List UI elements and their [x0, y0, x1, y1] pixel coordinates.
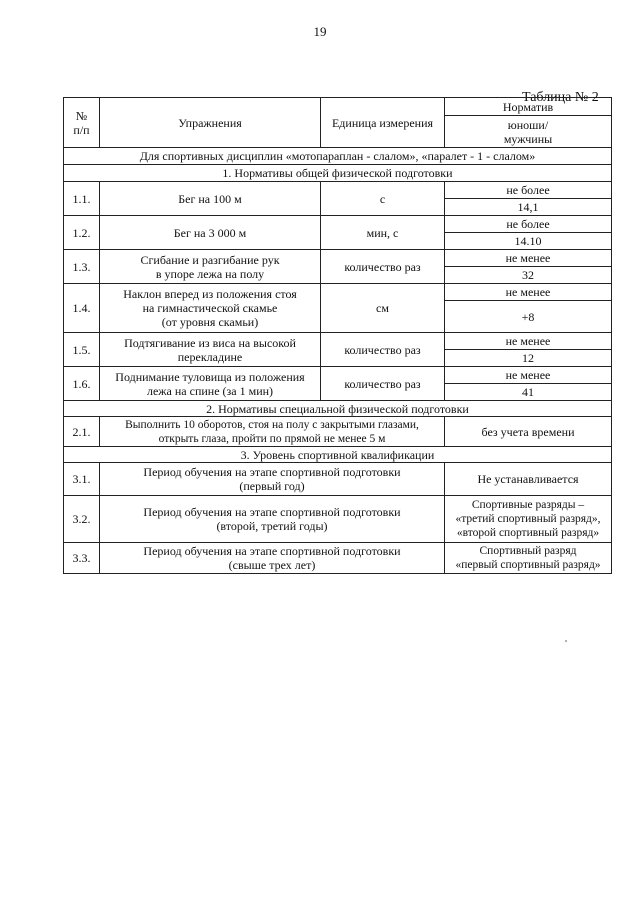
row-value: 32: [445, 267, 612, 284]
table-row: [64, 182, 612, 199]
row-num: 1.5.: [64, 333, 100, 367]
table-row: [64, 463, 612, 496]
table-row: [64, 496, 612, 543]
row-num: 1.6.: [64, 367, 100, 401]
table-row: [64, 367, 612, 384]
row-exercise: Поднимание туловища из положения лежа на спине (за 1 мин): [100, 367, 321, 401]
row-value: +8: [445, 301, 612, 333]
row-exercise: Период обучения на этапе спортивной подготовки (второй, третий годы): [100, 496, 445, 543]
section-1-title: 1. Нормативы общей физической подготовки: [64, 165, 612, 182]
header-norm-sub: юноши/ мужчины: [445, 116, 612, 148]
row-exercise: Наклон вперед из положения стоя на гимнастической скамье (от уровня скамьи): [100, 284, 321, 333]
row-unit: с: [321, 182, 445, 216]
row-value: 14.10: [445, 233, 612, 250]
section-2-title-row: [64, 401, 612, 417]
row-exercise: Период обучения на этапе спортивной подготовки (свыше трех лет): [100, 543, 445, 574]
row-value: 12: [445, 350, 612, 367]
table-row: [64, 250, 612, 267]
row-unit: см: [321, 284, 445, 333]
row-num: 1.2.: [64, 216, 100, 250]
header-exercise: Упражнения: [100, 98, 321, 148]
table-row: [64, 216, 612, 233]
row-exercise: Подтягивание из виса на высокой перекладине: [100, 333, 321, 367]
row-num: 1.3.: [64, 250, 100, 284]
table-row: [64, 543, 612, 574]
row-condition: не менее: [445, 250, 612, 267]
row-exercise: Период обучения на этапе спортивной подготовки (первый год): [100, 463, 445, 496]
row-condition: не менее: [445, 284, 612, 301]
row-num: 2.1.: [64, 417, 100, 447]
row-value: 14,1: [445, 199, 612, 216]
row-exercise: Сгибание и разгибание рук в упоре лежа на полу: [100, 250, 321, 284]
row-condition: не более: [445, 182, 612, 199]
row-num: 3.3.: [64, 543, 100, 574]
row-unit: количество раз: [321, 250, 445, 284]
row-num: 3.1.: [64, 463, 100, 496]
row-unit: количество раз: [321, 367, 445, 401]
table-row: [64, 284, 612, 301]
row-value: Не устанавливается: [445, 463, 612, 496]
row-num: 3.2.: [64, 496, 100, 543]
row-unit: количество раз: [321, 333, 445, 367]
discipline-row: [64, 148, 612, 165]
scan-speck: [565, 640, 567, 642]
section-2-title: 2. Нормативы специальной физической подготовки: [64, 401, 612, 417]
discipline-text: Для спортивных дисциплин «мотопараплан - слалом», «паралет - 1 - слалом»: [64, 148, 612, 165]
row-value: Спортивный разряд «первый спортивный разряд»: [445, 543, 612, 574]
row-num: 1.4.: [64, 284, 100, 333]
row-value: Спортивные разряды – «третий спортивный разряд», «второй спортивный разряд»: [445, 496, 612, 543]
row-exercise: Выполнить 10 оборотов, стоя на полу с закрытыми глазами, открыть глаза, пройти по прямой не менее 5 м: [100, 417, 445, 447]
row-value: 41: [445, 384, 612, 401]
table-row: [64, 417, 612, 447]
header-norm: Норматив: [445, 98, 612, 116]
row-value: без учета времени: [445, 417, 612, 447]
header-num: № п/п: [64, 98, 100, 148]
row-condition: не менее: [445, 333, 612, 350]
row-num: 1.1.: [64, 182, 100, 216]
table-row: [64, 333, 612, 350]
header-unit: Единица измерения: [321, 98, 445, 148]
section-3-title: 3. Уровень спортивной квалификации: [64, 447, 612, 463]
section-3-title-row: [64, 447, 612, 463]
table-title: Таблица № 2: [522, 90, 599, 105]
row-exercise: Бег на 100 м: [100, 182, 321, 216]
row-condition: не менее: [445, 367, 612, 384]
page-number: 19: [313, 24, 327, 39]
row-unit: мин, с: [321, 216, 445, 250]
row-condition: не более: [445, 216, 612, 233]
header-row: [64, 98, 612, 116]
norms-table: [63, 97, 612, 574]
section-1-title-row: [64, 165, 612, 182]
row-exercise: Бег на 3 000 м: [100, 216, 321, 250]
